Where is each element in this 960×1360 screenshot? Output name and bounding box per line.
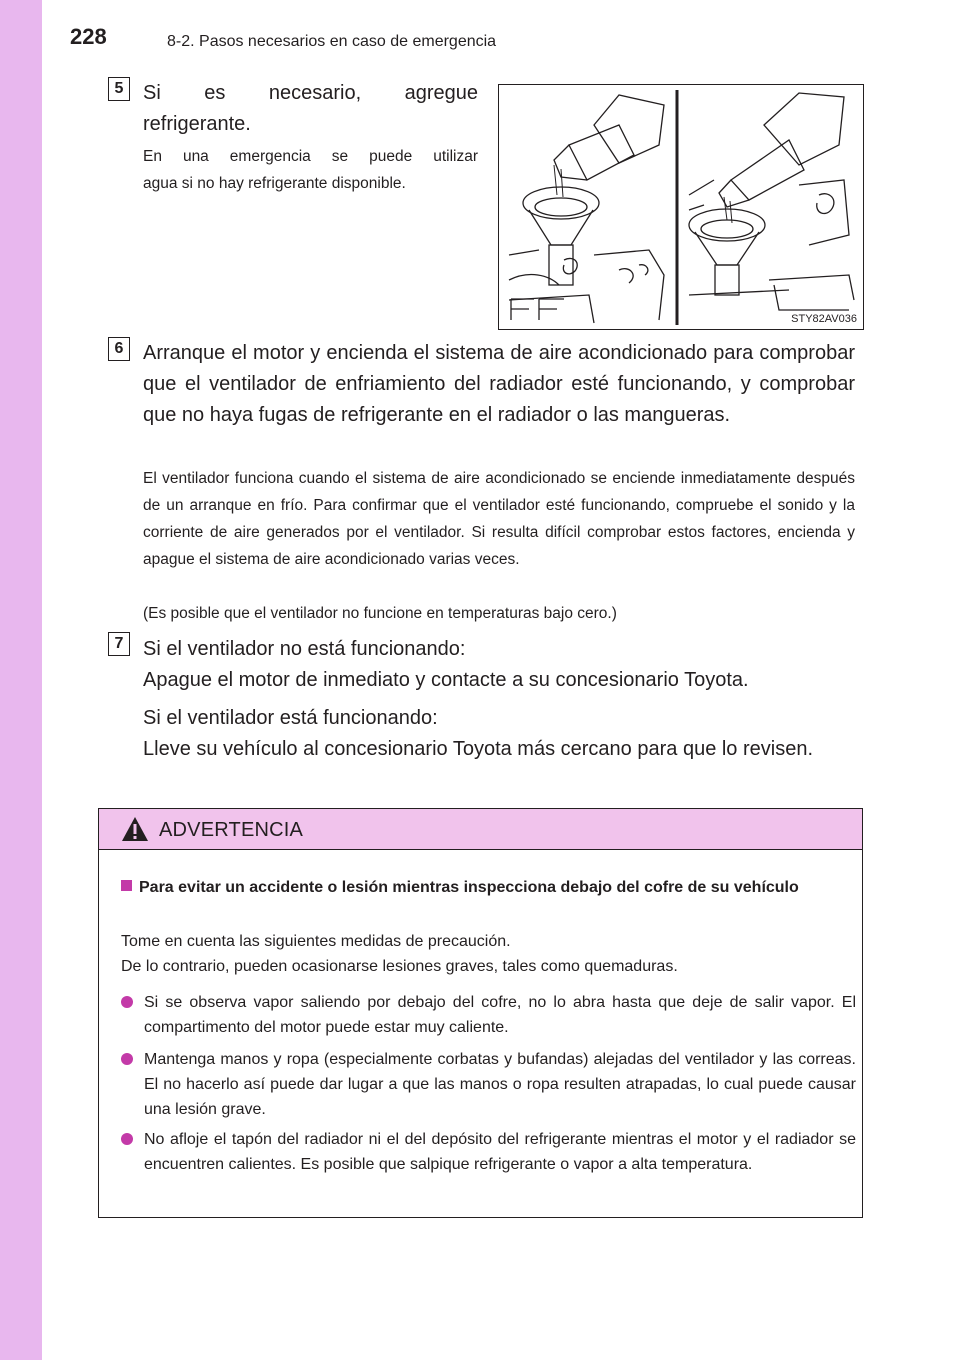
coolant-pouring-drawing <box>499 85 863 329</box>
step-6-note-2: (Es posible que el ventilador no funcione en temperaturas bajo cero.) <box>143 605 617 622</box>
step-7-line-3: Si el ventilador está funcionando: <box>143 707 438 729</box>
warning-title: ADVERTENCIA <box>159 819 304 841</box>
warning-intro <box>121 929 856 979</box>
step-5-main <box>143 78 478 140</box>
bullet-dot-icon <box>121 1053 133 1065</box>
warning-item-text: Mantenga manos y ropa (especialmente corbatas y bufandas) alejadas del ventilador y las correas. El no hacerlo así puede dar lugar a que las manos o ropa resulten atrapadas, lo cual puede causar una lesión grave. <box>144 1051 856 1118</box>
warning-heading <box>121 874 856 901</box>
warning-intro-1: Tome en cuenta las siguientes medidas de precaución. <box>121 933 511 950</box>
page-header <box>42 0 960 60</box>
step-5-line-1: Si es necesario, agregue <box>143 82 478 104</box>
warning-item <box>121 990 856 1040</box>
step-7-line-4: Lleve su vehículo al concesionario Toyota más cercano para que lo revisen. <box>143 738 814 760</box>
coolant-illustration <box>498 84 864 330</box>
side-color-band <box>0 0 42 1360</box>
step-5-note-line-1: En una emergencia se puede utilizar <box>143 148 478 165</box>
section-title: 8-2. Pasos necesarios en caso de emergencia <box>167 33 497 50</box>
step-number-7: 7 <box>108 632 130 656</box>
step-6-note: El ventilador funciona cuando el sistema de aire acondicionado se enciende inmediatamente después de un arranque en frío. Para confirmar que el ventilador esté funcionando, compruebe el sonido y la corriente de aire generados por el ventilador. Si resulta difícil comprobar estos factores, encienda y apague el sistema de aire acondicionado varias veces. <box>143 470 855 568</box>
step-7-line-2: Apague el motor de inmediato y contacte a su concesionario Toyota. <box>143 669 749 691</box>
step-number-5: 5 <box>108 77 130 101</box>
step-5-note <box>143 143 478 197</box>
step-7-line-1: Si el ventilador no está funcionando: <box>143 638 466 660</box>
square-bullet-icon <box>121 880 132 891</box>
page-number: 228 <box>70 24 107 49</box>
warning-item <box>121 1127 856 1177</box>
warning-item-text: Si se observa vapor saliendo por debajo del cofre, no lo abra hasta que deje de salir vapor. El compartimento del motor puede estar muy caliente. <box>144 994 856 1036</box>
figure-code: STY82AV036 <box>791 313 857 325</box>
warning-item <box>121 1047 856 1122</box>
warning-heading-text: Para evitar un accidente o lesión mientras inspecciona debajo del cofre de su vehículo <box>139 879 799 896</box>
warning-header <box>99 809 862 850</box>
step-5-note-line-2: agua si no hay refrigerante disponible. <box>143 175 406 192</box>
bullet-dot-icon <box>121 996 133 1008</box>
warning-intro-2: De lo contrario, pueden ocasionarse lesiones graves, tales como quemaduras. <box>121 958 678 975</box>
step-number-6: 6 <box>108 337 130 361</box>
warning-box <box>98 808 863 1218</box>
warning-item-text: No afloje el tapón del radiador ni el del depósito del refrigerante mientras el motor y el radiador se encuentren calientes. Es posible que salpique refrigerante o vapor a alta temperatura. <box>144 1131 856 1173</box>
warning-triangle-icon <box>121 816 149 842</box>
step-6-main: Arranque el motor y encienda el sistema de aire acondicionado para comprobar que el ventilador de enfriamiento del radiador esté funcionando, y comprobar que no haya fugas de refrigerante en el radiador o las mangueras. <box>143 342 855 426</box>
step-5-line-2: refrigerante. <box>143 113 251 135</box>
bullet-dot-icon <box>121 1133 133 1145</box>
